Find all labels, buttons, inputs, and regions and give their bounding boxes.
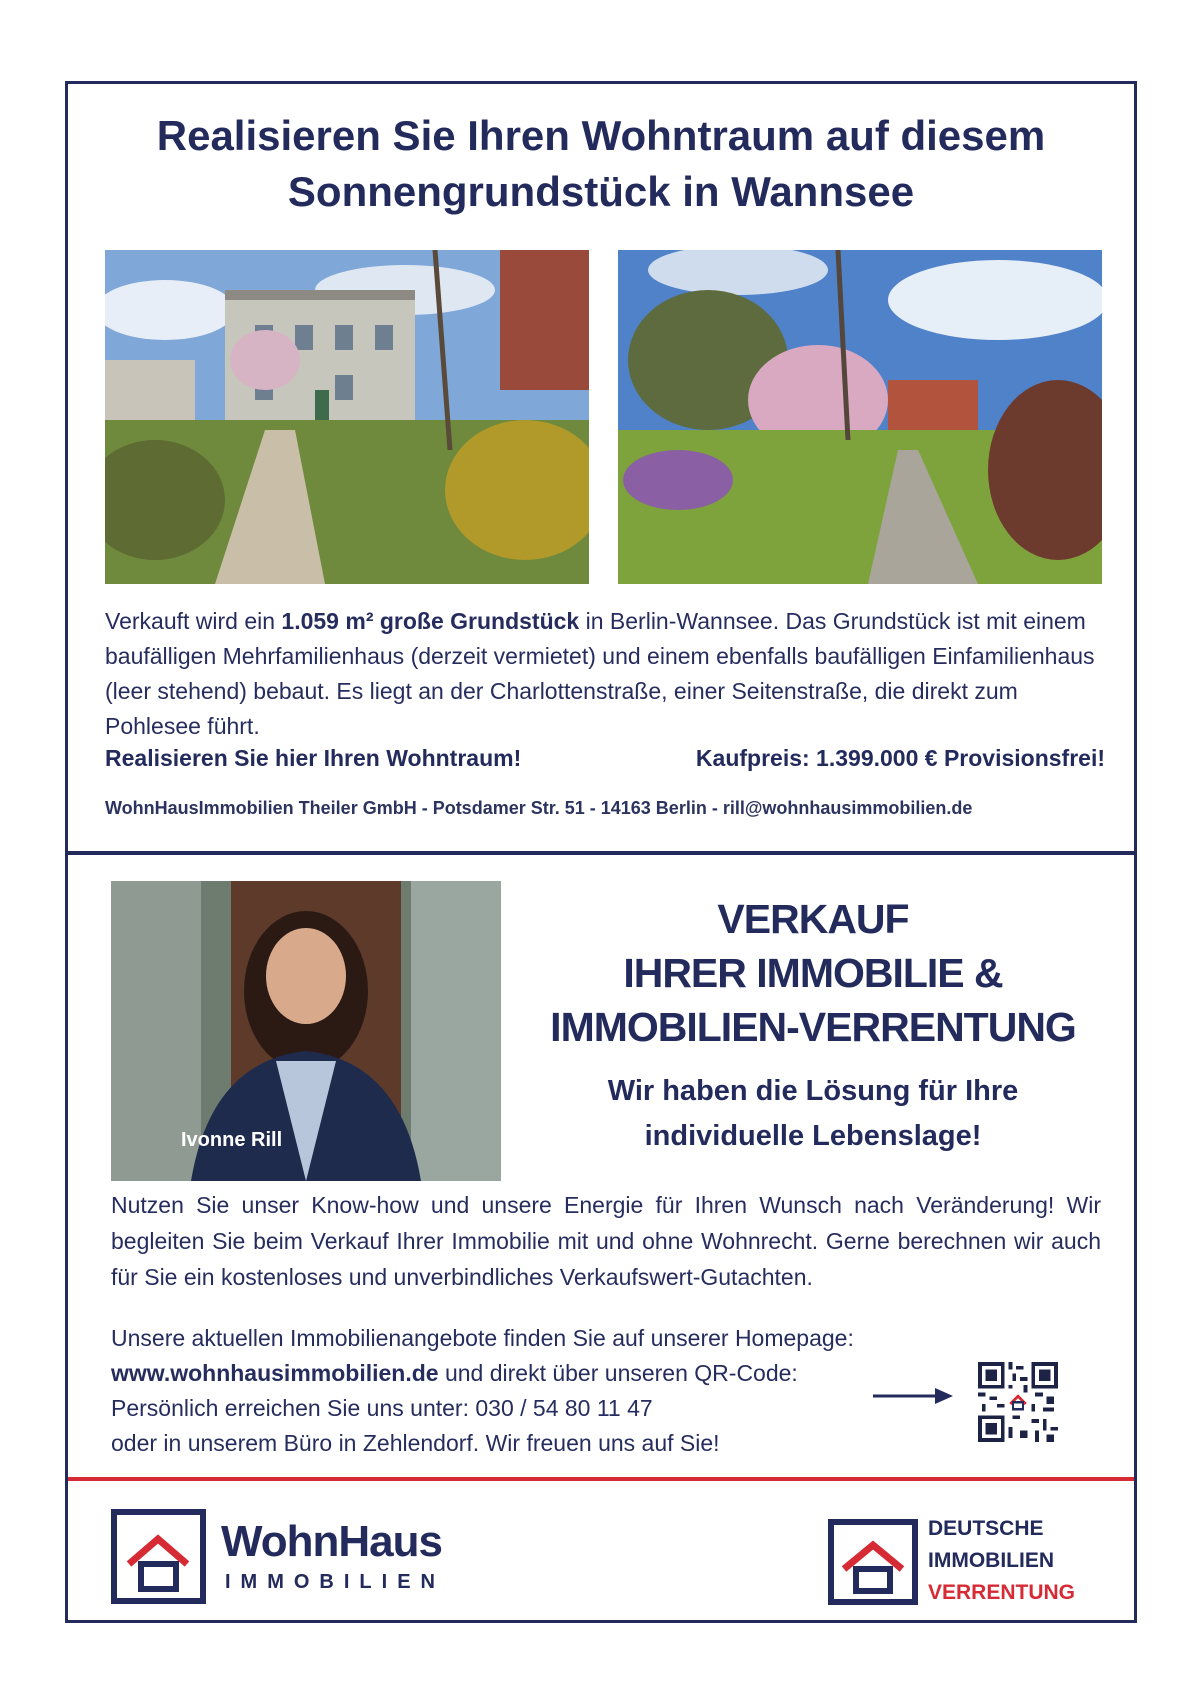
logo-right-line-3: VERRENTUNG [928,1581,1076,1604]
company-address-line: WohnHausImmobilien Theiler GmbH - Potsdamer Str. 51 - 14163 Berlin - rill@wohnhausimmobilien.de [105,798,973,818]
section-divider-red [68,1477,1134,1481]
agent-name: Ivonne Rill [181,1129,283,1151]
section-divider-blue [68,851,1134,855]
sales-subtitle [508,1069,1118,1159]
logo-right-line-2: IMMOBILIEN [928,1549,1054,1572]
headline-line-1: Realisieren Sie Ihren Wohntraum auf diesem [156,112,1046,159]
sales-subtitle-line-1: Wir haben die Lösung für Ihre [607,1075,1019,1107]
logo-right-line-1: DEUTSCHE [928,1517,1044,1540]
cta-slogan: Realisieren Sie hier Ihren Wohntraum! [105,745,522,771]
wohnhaus-logo [111,1509,491,1604]
purchase-price: Kaufpreis: 1.399.000 € Provisionsfrei! [695,745,1105,771]
house-logo-icon [828,1519,918,1605]
sales-title-line-2: IHRER IMMOBILIE & [623,950,1003,996]
headline [68,108,1134,220]
description-bold: 1.059 m² große Grundstück [281,608,580,634]
contact-line-2-rest: und direkt über unseren QR-Code: [438,1360,798,1386]
contact-block [111,1321,911,1461]
sales-title-line-3: IMMOBILIEN-VERRENTUNG [550,1004,1076,1050]
website-link[interactable]: www.wohnhausimmobilien.de [111,1360,439,1386]
contact-line-4: oder in unserem Büro in Zehlendorf. Wir freuen uns auf Sie! [111,1430,720,1456]
headline-line-2: Sonnengrundstück in Wannsee [287,168,915,215]
description-part-2: in Berlin-Wannsee. Das Grundstück ist mit einem baufälligen Mehrfamilienhaus (derzeit vermietet) und einem ebenfalls baufälligen Einfamilienhaus (leer stehend) bebaut. Es liegt an der Charlottenstraße, einer Seitenstraße, die direkt zum Pohlesee führt. [105,608,1095,739]
logo-subtitle: IMMOBILIEN [225,1571,445,1593]
contact-line-2 [111,1356,911,1391]
sales-title-line-1: VERKAUF [717,896,909,942]
cta-row [105,740,1105,776]
agent-portrait [111,881,501,1181]
property-description [105,604,1105,744]
flyer-frame [65,81,1137,1623]
verrentung-logo [828,1509,1118,1604]
sales-subtitle-line-2: individuelle Lebenslage! [644,1120,982,1152]
property-photo-garden [618,250,1102,584]
property-photo-house [105,250,589,584]
logo-wordmark: WohnHaus [221,1517,442,1566]
knowhow-paragraph: Nutzen Sie unser Know-how und unsere Energie für Ihren Wunsch nach Veränderung! Wir begleiten Sie beim Verkauf Ihrer Immobilie mit und ohne Wohnrecht. Gerne berechnen wir auch für Sie ein kostenloses und unverbindliches Verkaufswert-Gutachten. [111,1192,1101,1290]
contact-line-1: Unsere aktuellen Immobilienangebote finden Sie auf unserer Homepage: [111,1325,854,1351]
arrow-right-icon [873,1386,953,1406]
qr-code-icon[interactable] [978,1362,1058,1442]
contact-phone: Persönlich erreichen Sie uns unter: 030 / 54 80 11 47 [111,1395,653,1421]
sales-title [508,892,1118,1054]
logo-right-text [928,1513,1075,1609]
description-part-1: Verkauft wird ein [105,608,282,634]
house-logo-icon [111,1509,206,1604]
